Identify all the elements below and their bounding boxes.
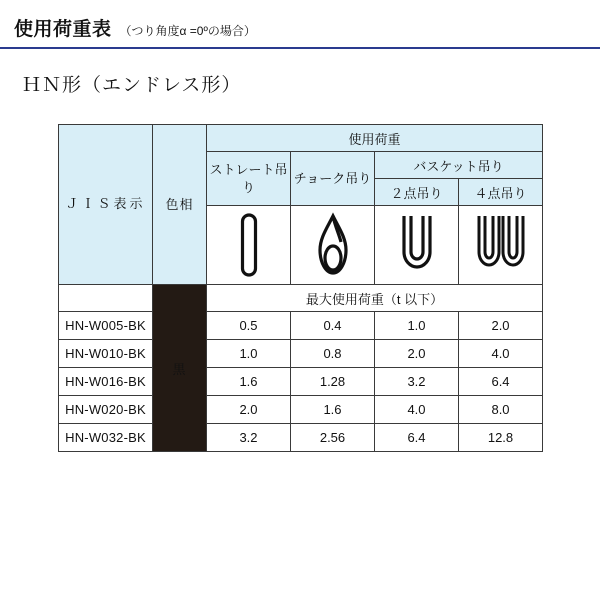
row-code: HN-W005-BK bbox=[59, 312, 153, 340]
row-choke: 1.6 bbox=[291, 396, 375, 424]
row-straight: 0.5 bbox=[207, 312, 291, 340]
document-header bbox=[0, 14, 600, 49]
header-working-load: 使用荷重 bbox=[207, 125, 543, 152]
row-basket4: 4.0 bbox=[459, 340, 543, 368]
load-table bbox=[58, 124, 543, 452]
page-title-note: （つり角度α =0ºの場合） bbox=[119, 24, 256, 38]
header-basket: バスケット吊り bbox=[375, 152, 543, 179]
row-basket2: 2.0 bbox=[375, 340, 459, 368]
color-swatch-black: 黒 bbox=[153, 285, 207, 452]
row-code: HN-W020-BK bbox=[59, 396, 153, 424]
row-choke: 0.8 bbox=[291, 340, 375, 368]
row-basket2: 6.4 bbox=[375, 424, 459, 452]
row-basket4: 12.8 bbox=[459, 424, 543, 452]
header-straight: ストレート吊り bbox=[207, 152, 291, 206]
row-straight: 1.6 bbox=[207, 368, 291, 396]
table-row bbox=[59, 424, 543, 452]
table-maxload-row bbox=[59, 285, 543, 312]
choke-sling-icon bbox=[291, 206, 375, 285]
table-row bbox=[59, 368, 543, 396]
table-row bbox=[59, 312, 543, 340]
basket-2point-sling-icon bbox=[375, 206, 459, 285]
row-code: HN-W016-BK bbox=[59, 368, 153, 396]
straight-sling-icon bbox=[207, 206, 291, 285]
row-basket2: 4.0 bbox=[375, 396, 459, 424]
row-straight: 2.0 bbox=[207, 396, 291, 424]
row-choke: 0.4 bbox=[291, 312, 375, 340]
row-basket4: 2.0 bbox=[459, 312, 543, 340]
maxload-spacer-jis bbox=[59, 285, 153, 312]
row-basket4: 6.4 bbox=[459, 368, 543, 396]
load-table-container bbox=[58, 124, 542, 452]
header-basket-2point: ２点吊り bbox=[375, 179, 459, 206]
row-straight: 1.0 bbox=[207, 340, 291, 368]
row-code: HN-W032-BK bbox=[59, 424, 153, 452]
header-choke: チョーク吊り bbox=[291, 152, 375, 206]
row-basket2: 3.2 bbox=[375, 368, 459, 396]
table-row bbox=[59, 396, 543, 424]
maxload-label: 最大使用荷重（t 以下） bbox=[207, 285, 543, 312]
header-jis: ＪＩＳ表示 bbox=[59, 125, 153, 285]
table-header-row-group bbox=[59, 125, 543, 152]
row-basket2: 1.0 bbox=[375, 312, 459, 340]
basket-4point-sling-icon bbox=[459, 206, 543, 285]
row-code: HN-W010-BK bbox=[59, 340, 153, 368]
header-color: 色相 bbox=[153, 125, 207, 285]
header-basket-4point: ４点吊り bbox=[459, 179, 543, 206]
row-choke: 2.56 bbox=[291, 424, 375, 452]
row-choke: 1.28 bbox=[291, 368, 375, 396]
row-straight: 3.2 bbox=[207, 424, 291, 452]
row-basket4: 8.0 bbox=[459, 396, 543, 424]
page-title: 使用荷重表 bbox=[14, 19, 112, 40]
table-row bbox=[59, 340, 543, 368]
section-subtitle: ＨＮ形（エンドレス形） bbox=[22, 75, 242, 96]
